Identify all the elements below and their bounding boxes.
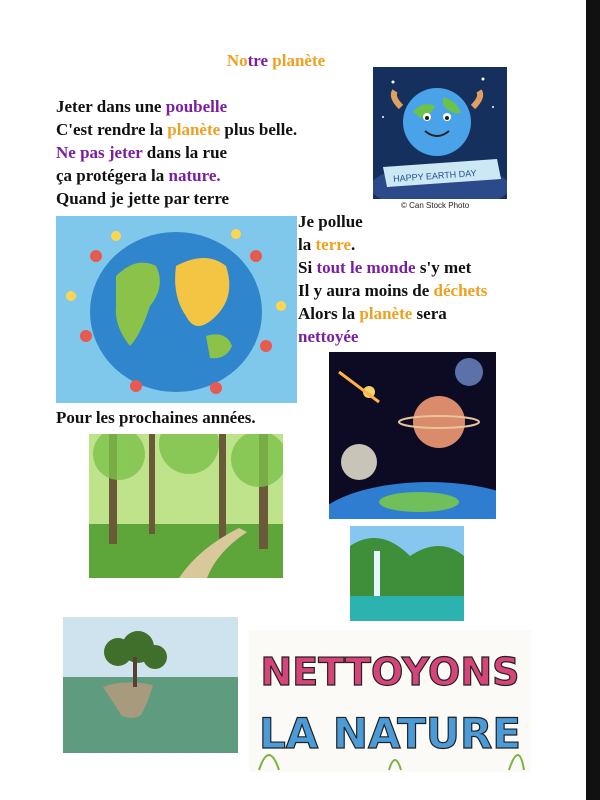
poem-line-2: C'est rendre la planète plus belle. [56,120,298,139]
earth-day-banner: HAPPY EARTH DAY [392,167,477,184]
space-image [329,352,496,519]
poem-line-7: la terre. [298,235,356,254]
waterfall-image [350,526,464,621]
poem-line-9: Il y aura moins de déchets [298,281,488,300]
poem-line-3: Ne pas jeter dans la rue [56,143,228,162]
poem-line-5: Quand je jette par terre [56,189,230,208]
poem-line-6: Je pollue [298,212,363,231]
poem-line-10: Alors la planète sera [298,304,447,323]
nettoyons-poster [249,630,531,772]
earth-day-image [373,67,507,199]
poem-line-8: Si tout le monde s'y met [298,258,472,277]
poster-line-2: LA NATURE [258,709,522,758]
right-edge-bar [586,0,600,800]
poem-line-12: Pour les prochaines années. [56,408,256,427]
poem-line-1: Jeter dans une poubelle [56,97,228,116]
island-image [63,617,238,753]
image-credit: © Can Stock Photo [401,201,470,210]
page-title: Notre planète [226,51,326,70]
poem-line-4: ça protégera la nature. [56,166,221,185]
poster-line-1: NETTOYONS [260,650,520,694]
forest-image [89,434,283,578]
world-children-image [56,216,297,403]
poem-line-11: nettoyée [298,327,359,346]
